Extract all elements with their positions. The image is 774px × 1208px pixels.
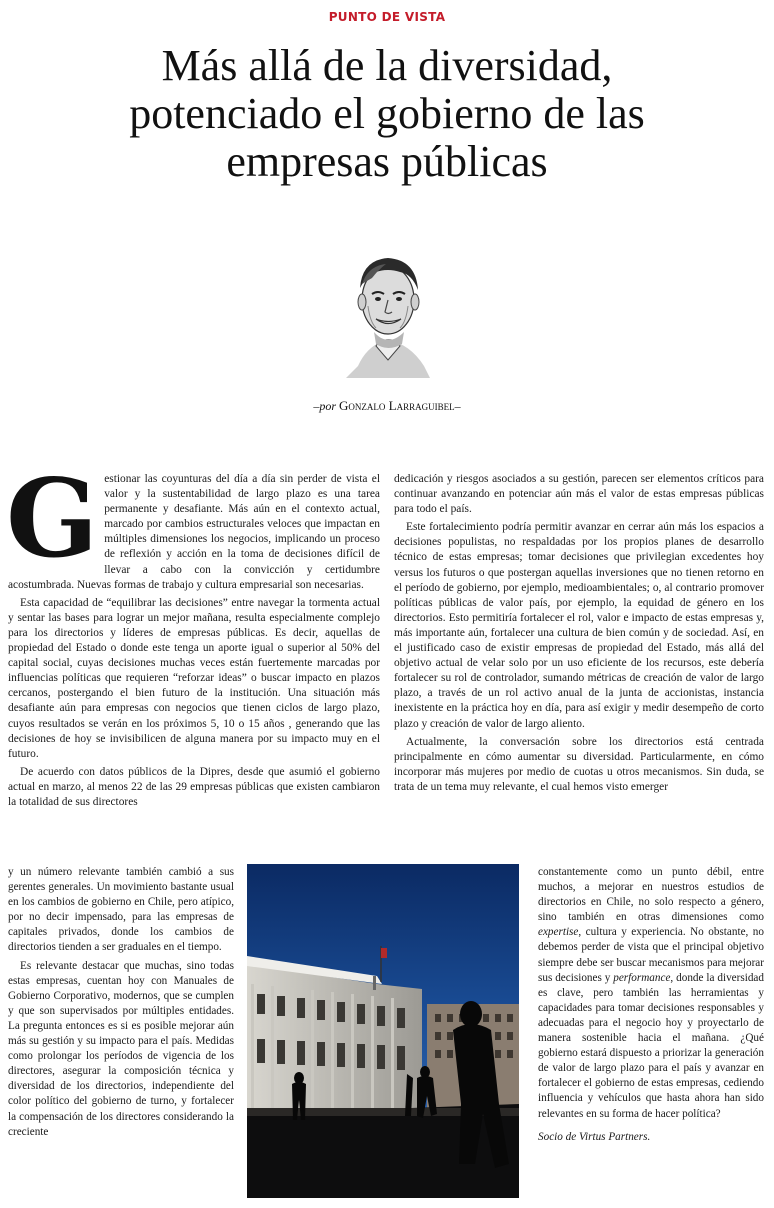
headline-line-3: empresas públicas: [226, 137, 548, 186]
emphasis-performance: performance: [613, 971, 671, 984]
palace-photo: [247, 864, 519, 1198]
text-span: constantemente como un punto débil, entre muchos, a mejorar en nuestros estudios de directorios en Chile, no solo respecto a género, sino también en otras dimensiones como: [538, 866, 764, 924]
right-column-top: [394, 472, 764, 798]
byline-author: Gonzalo Larraguibel: [339, 398, 455, 413]
right-paragraph-2: Este fortalecimiento podría permitir avanzar en cerrar aún más los espacios a decisiones populistas, no respaldadas por los propios planes de desarrollo técnico de estas empresas; tomar decisiones que privilegian excedentes hoy versus los futuros o que postergan aquellas inversiones que no tienen retorno en el período de gobierno, por ejemplo, medioambientales; o, al contrario promover políticas públicas de valor país, por ejemplo, la equidad de género en los directorios. Esto permitiría fortalecer el rol, valor e impacto de estas empresas y, más importante aún, fortalecer una cultura de bien común y de sociedad. Así, en el justificado caso de existir empresas de propiedad del Estado, más allá del objetivo actual de velar solo por un uso eficiente de los recursos, este debería fortalecer su rol de controlador, sumando métricas de creación de valor de largo plazo, a través de un rol activo anual de la junta de accionistas, instancia inexistente en la práctica hoy en día, para así exigir y medir desempeño de corto plazo y creación de valor de largo aliento.: [394, 521, 764, 730]
right-paragraph-3-bottom: [538, 865, 764, 1122]
left-column-bottom: [8, 865, 234, 1143]
right-paragraph-1: dedicación y riesgos asociados a su gestión, parecen ser elementos críticos para continuar avanzando en potenciar aún más el valor de estas empresas públicas para todo el país.: [394, 473, 764, 516]
paragraph-1: [6, 456, 380, 593]
headline-line-1: Más allá de la diversidad,: [161, 41, 613, 90]
drop-cap: G: [6, 456, 99, 582]
paragraph-1-text: estionar las coyunturas del día a día sin perder de vista el valor y la sustentabilidad de largo plazo es una tarea permanente y desafiante. Más aún en el contexto actual, marcado por cambios estructurales veloces que impactan en múltiples dimensiones los negocios, implicando un proceso de reflexión y acción en la toma de decisiones difícil de llevar a cabo con la convicción y certidumbre acostumbrada. Nuevas formas de trabajo y cultura empresarial son necesarias.: [8, 473, 380, 591]
byline-prefix: –por: [313, 399, 337, 413]
paragraph-4: Es relevante destacar que muchas, sino todas estas empresas, cuentan hoy con Manuales de Gobierno Corporativo, modernos, que se cumplen y que son supervisados por múltiples entidades. La pregunta entonces es si es posible mejorar aún más su gestión y su impacto para el país. Medidas como prolongar los períodos de vigencia de los directores, asegurar la composición técnica y diversidad de los directorios, independiente del color político del gobierno de turno, y fortalecer la compensación de los directores considerando la creciente: [8, 959, 234, 1138]
text-span: , donde la diversidad es clave, pero también las herramientas y capacidades para tomar decisiones responsables y adecuadas para el negocio hoy y proyectarlo de manera sostenible hacia el mañana. ¿Qué gobierno estará dispuesto a priorizar la generación de valor de largo plazo para el país y avanzar en fortalecer el gobierno de estas empresas, cediendo influencia y vehículos que hasta ahora han sido relevantes en su forma de hacer política?: [538, 971, 764, 1120]
author-signoff: Socio de Virtus Partners.: [538, 1130, 651, 1143]
right-paragraph-3-top: Actualmente, la conversación sobre los directorios está centrada principalmente en cómo aumentar su diversidad. Particularmente, en cómo incorporar más mujeres por medio de cuotas u otros mecanismos. Sin duda, se trata de un tema muy relevante, el cual hemos visto emerger: [394, 735, 764, 793]
right-column-bottom: [538, 865, 764, 1148]
emphasis-expertise: expertise: [538, 926, 579, 939]
byline-suffix: –: [454, 399, 461, 413]
headline: [30, 42, 744, 186]
section-tag: PUNTO DE VISTA: [328, 10, 446, 24]
paragraph-3-top: De acuerdo con datos públicos de la Dipres, desde que asumió el gobierno actual en marzo, al menos 22 de las 29 empresas públicas que existen cambiaron la totalidad de sus directores: [8, 765, 380, 808]
headline-line-2: potenciado el gobierno de las: [129, 89, 645, 138]
paragraph-2: Esta capacidad de “equilibrar las decisiones” entre navegar la tormenta actual y sentar las bases para lograr un mejor mañana, resulta especialmente complejo para los directorios y líderes de empresas públicas. Es decir, aquellas de propiedad del Estado o donde este tenga un aporte igual o superior al 50% del capital social, cuyas decisiones muchas veces están fuertemente marcadas por influencias políticas que requieren “reforzar ideas” o buscar impacto en plazos cercanos, postergando el bien futuro de la institución. Una situación más desafiante aún para empresas con negocios que tienen ciclos de largo plazo, cuyos resultados se verán en los próximos 5, 10 o 15 años , generando que las decisiones de hoy se invisibilicen de alguna manera por su impacto muy en el futuro.: [8, 596, 380, 760]
text-span: , cultura y experiencia. No obstante, no debemos perder de vista que el principal objetivo siempre debe ser buscar mecanismos para mejorar sus decisiones y: [538, 926, 764, 984]
byline: [0, 398, 774, 414]
author-portrait: [338, 248, 438, 378]
left-column-top: [6, 456, 380, 813]
paragraph-3-bottom: y un número relevante también cambió a sus gerentes generales. Un movimiento bastante usual en los cambios de gobierno en Chile, pero atípico, por no decir impensado, para las empresas de capitales privados, donde los cambios de directorios tienden a ser graduales en el tiempo.: [8, 866, 234, 954]
